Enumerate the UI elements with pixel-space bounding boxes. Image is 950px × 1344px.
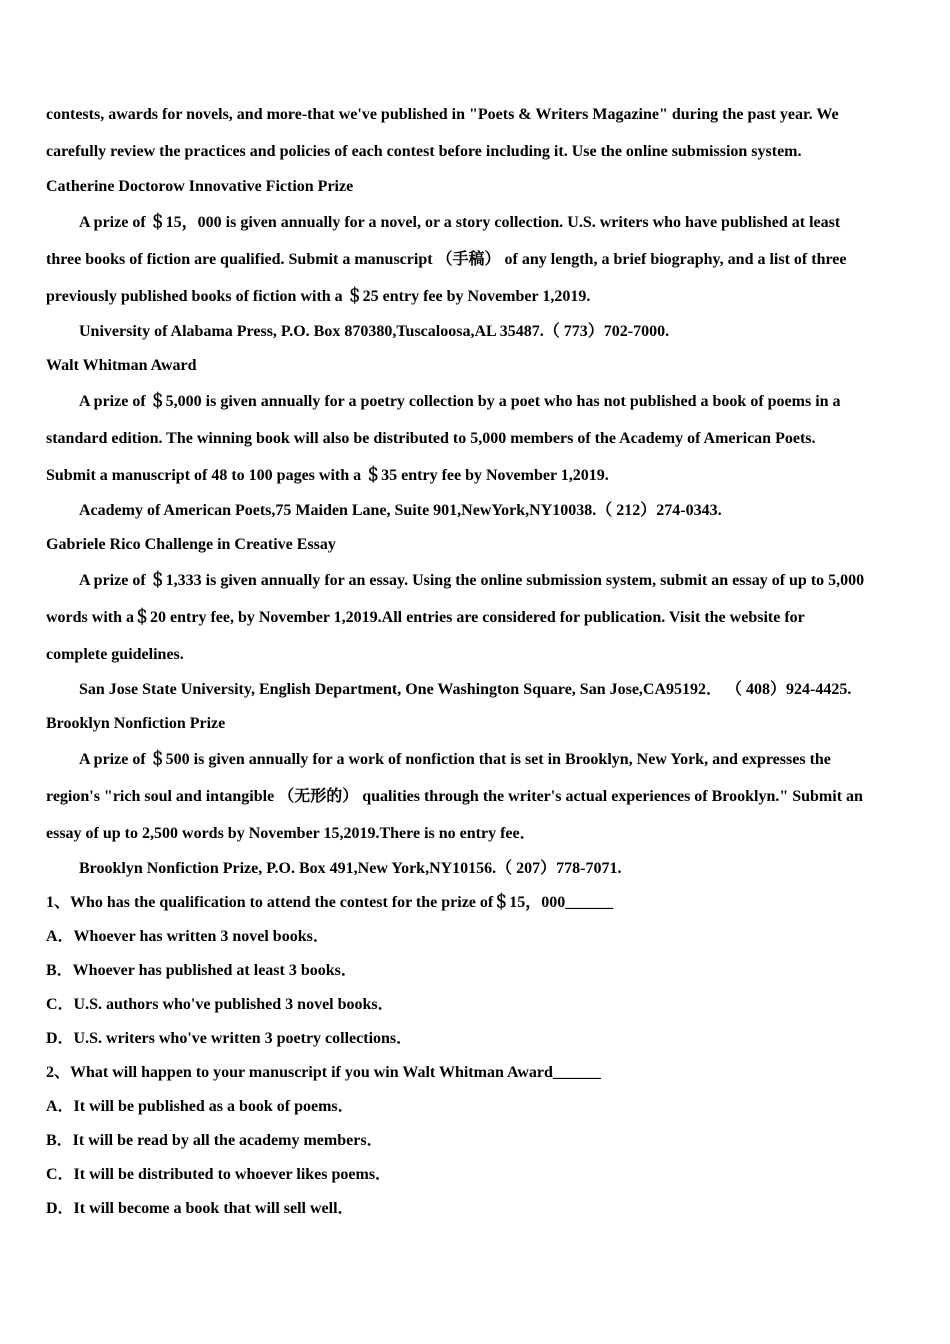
contest-body-line: A prize of ＄15，000 is given annually for a novel, or a story collection. U.S. writers who have published at least xyxy=(79,214,841,231)
contest-address: San Jose State University, English Department, One Washington Square, San Jose,CA95192． （ 408）924-4425. xyxy=(79,681,852,698)
answer-option[interactable]: D．U.S. writers who've written 3 poetry collections． xyxy=(46,1030,413,1047)
contest-body-line: complete guidelines. xyxy=(46,646,184,663)
contest-body-line: A prize of ＄500 is given annually for a work of nonfiction that is set in Brooklyn, New York, and expresses the xyxy=(79,751,831,768)
question-stem: 1、Who has the qualification to attend the contest for the prize of＄15，000______ xyxy=(46,894,614,911)
contest-body-line: essay of up to 2,500 words by November 15,2019.There is no entry fee． xyxy=(46,825,536,842)
contest-address: Brooklyn Nonfiction Prize, P.O. Box 491,New York,NY10156.（ 207）778-7071. xyxy=(79,860,622,877)
answer-option[interactable]: D．It will become a book that will sell well． xyxy=(46,1200,354,1217)
contest-section xyxy=(46,349,906,528)
question-block xyxy=(46,1056,906,1226)
contest-body-line: previously published books of fiction with a ＄25 entry fee by November 1,2019. xyxy=(46,288,591,305)
answer-option[interactable]: C．U.S. authors who've published 3 novel books． xyxy=(46,996,394,1013)
contest-body-line: three books of fiction are qualified. Submit a manuscript （手稿） of any length, a brief biography, and a list of three xyxy=(46,251,847,268)
answer-option[interactable]: A．Whoever has written 3 novel books． xyxy=(46,928,329,945)
contest-heading: Catherine Doctorow Innovative Fiction Prize xyxy=(46,178,354,195)
answer-option[interactable]: C．It will be distributed to whoever likes poems． xyxy=(46,1166,392,1183)
answer-option[interactable]: A．It will be published as a book of poems． xyxy=(46,1098,354,1115)
contest-heading: Gabriele Rico Challenge in Creative Essay xyxy=(46,536,336,553)
contest-section xyxy=(46,707,906,886)
contest-body-line: words with a＄20 entry fee, by November 1,2019.All entries are considered for publication. Visit the website for xyxy=(46,609,805,626)
contest-body-line: region's "rich soul and intangible （无形的） qualities through the writer's actual experiences of Brooklyn." Submit an xyxy=(46,788,863,805)
contest-body-line: A prize of ＄1,333 is given annually for an essay. Using the online submission system, submit an essay of up to 5,000 xyxy=(79,572,865,589)
contest-address: Academy of American Poets,75 Maiden Lane, Suite 901,NewYork,NY10038.（ 212）274-0343. xyxy=(79,502,722,519)
contest-body-line: A prize of ＄5,000 is given annually for a poetry collection by a poet who has not published a book of poems in a xyxy=(79,393,841,410)
contest-section xyxy=(46,170,906,349)
document-page xyxy=(46,96,906,1226)
contest-heading: Brooklyn Nonfiction Prize xyxy=(46,715,226,732)
contest-section xyxy=(46,528,906,707)
answer-option[interactable]: B．It will be read by all the academy members． xyxy=(46,1132,383,1149)
intro-line: carefully review the practices and policies of each contest before including it. Use the online submission system. xyxy=(46,143,802,160)
contest-address: University of Alabama Press, P.O. Box 870380,Tuscaloosa,AL 35487.（ 773）702-7000. xyxy=(79,323,670,340)
contest-body-line: standard edition. The winning book will also be distributed to 5,000 members of the Academy of American Poets. xyxy=(46,430,816,447)
question-block xyxy=(46,886,906,1056)
contest-body-line: Submit a manuscript of 48 to 100 pages with a ＄35 entry fee by November 1,2019. xyxy=(46,467,609,484)
intro-line: contests, awards for novels, and more-that we've published in "Poets & Writers Magazine" during the past year. We xyxy=(46,106,839,123)
contest-heading: Walt Whitman Award xyxy=(46,357,197,374)
answer-option[interactable]: B．Whoever has published at least 3 books． xyxy=(46,962,357,979)
question-stem: 2、What will happen to your manuscript if you win Walt Whitman Award______ xyxy=(46,1064,601,1081)
intro-paragraph xyxy=(46,96,906,170)
